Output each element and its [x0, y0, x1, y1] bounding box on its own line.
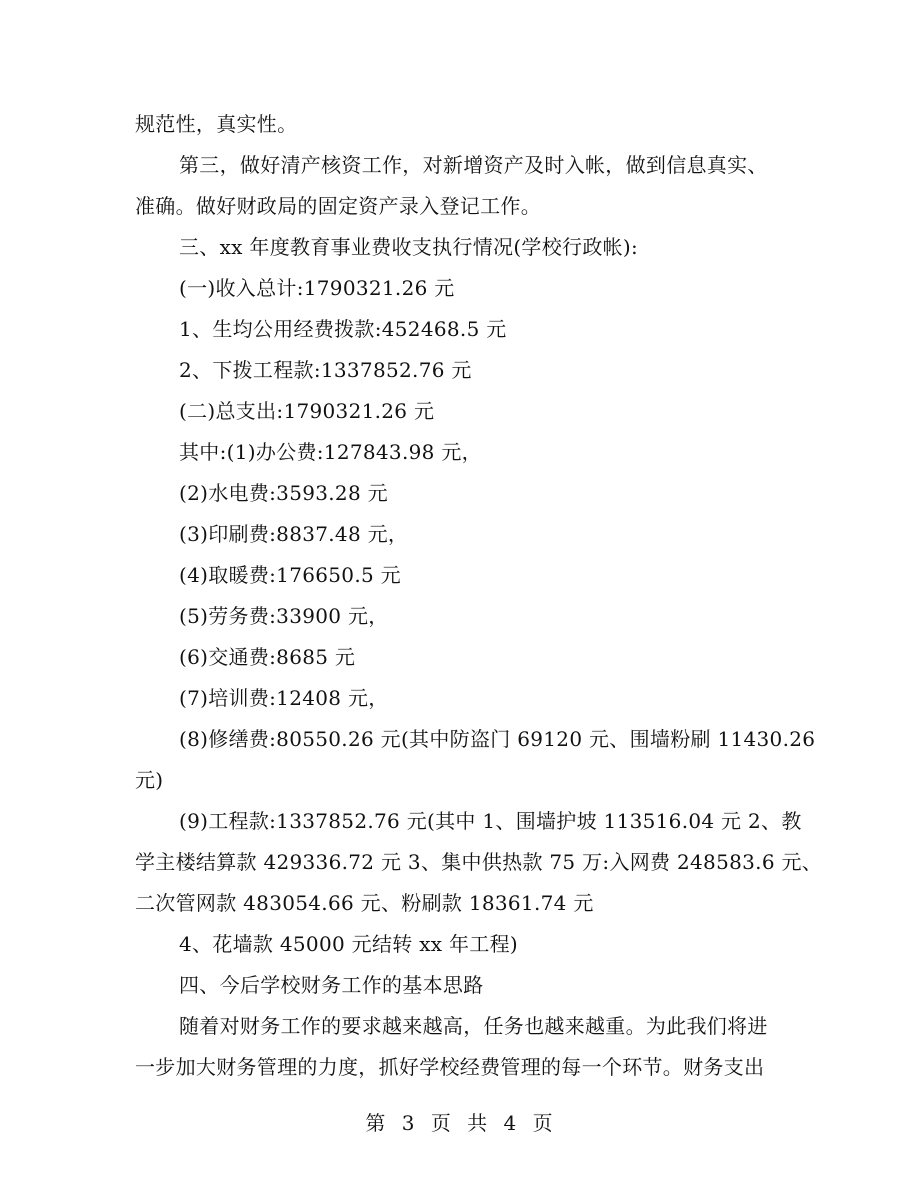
text-line: 二次管网款 483054.66 元、粉刷款 18361.74 元: [135, 891, 594, 915]
text-line: (8)修缮费:80550.26 元(其中防盗门 69120 元、围墙粉刷 11430.26: [179, 727, 816, 751]
text-line: (6)交通费:8685 元: [179, 645, 356, 669]
text-line: 规范性，真实性。: [135, 112, 298, 136]
text-line: 元): [135, 768, 164, 792]
text-line: 4、花墙款 45000 元结转 xx 年工程): [179, 932, 519, 956]
text-line: (一)收入总计:1790321.26 元: [179, 276, 455, 300]
body-text: [135, 104, 823, 1088]
text-line: 2、下拨工程款:1337852.76 元: [179, 358, 472, 382]
text-line: (2)水电费:3593.28 元: [179, 481, 388, 505]
text-line: 四、今后学校财务工作的基本思路: [179, 973, 484, 997]
text-line: 随着对财务工作的要求越来越高，任务也越来越重。为此我们将进: [179, 1014, 768, 1038]
text-line: (5)劳务费:33900 元，: [179, 604, 389, 628]
text-line: (4)取暖费:176650.5 元: [179, 563, 401, 587]
page-footer: 第 3 页 共 4 页: [365, 1111, 555, 1135]
text-line: 三、xx 年度教育事业费收支执行情况(学校行政帐):: [179, 235, 639, 259]
text-line: (7)培训费:12408 元，: [179, 686, 389, 710]
text-line: 1、生均公用经费拨款:452468.5 元: [179, 317, 507, 341]
text-line: 第三，做好清产核资工作，对新增资产及时入帐，做到信息真实、: [179, 153, 768, 177]
text-line: (9)工程款:1337852.76 元(其中 1、围墙护坡 113516.04 元 2、教: [179, 809, 802, 833]
text-line: 学主楼结算款 429336.72 元 3、集中供热款 75 万:入网费 248583.6 元、: [135, 850, 823, 874]
text-line: 一步加大财务管理的力度，抓好学校经费管理的每一个环节。财务支出: [135, 1055, 765, 1079]
text-line: 其中:(1)办公费:127843.98 元，: [179, 440, 482, 464]
text-line: 准确。做好财政局的固定资产录入登记工作。: [135, 194, 541, 218]
text-line: (3)印刷费:8837.48 元，: [179, 522, 409, 546]
text-line: (二)总支出:1790321.26 元: [179, 399, 435, 423]
